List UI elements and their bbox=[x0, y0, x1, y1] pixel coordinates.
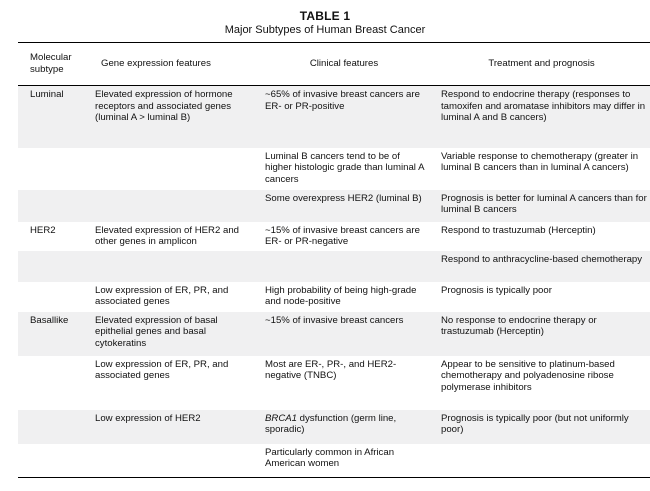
cell-treatment: Prognosis is typically poor bbox=[441, 284, 552, 296]
header-treatment: Treatment and prognosis bbox=[488, 58, 595, 70]
table-row bbox=[18, 282, 650, 312]
table-row bbox=[18, 312, 650, 356]
cell-treatment: Variable response to chemotherapy (greater in luminal B cancers than in luminal A cancers) bbox=[441, 150, 639, 174]
table-row bbox=[18, 251, 650, 282]
cell-subtype bbox=[18, 251, 83, 282]
cell-subtype bbox=[18, 190, 83, 222]
cell-clinical: Most are ER-, PR-, and HER2-negative (TNBC) bbox=[265, 358, 397, 382]
cell-subtype bbox=[18, 356, 83, 410]
table-row bbox=[18, 410, 650, 444]
cell-clinical: Luminal B cancers tend to be of higher histologic grade than luminal A cancers bbox=[265, 150, 424, 185]
table-number: TABLE 1 bbox=[299, 9, 351, 23]
cell-gene: Elevated expression of basal epithelial genes and basal cytokeratins bbox=[83, 312, 257, 356]
cell-gene bbox=[83, 444, 257, 478]
cell-clinical bbox=[257, 410, 431, 444]
cell-clinical: ~15% of invasive breast cancers bbox=[257, 312, 431, 356]
cell-subtype: Luminal bbox=[18, 86, 83, 148]
table-row bbox=[18, 222, 650, 251]
cell-treatment: No response to endocrine therapy or trastuzumab (Herceptin) bbox=[431, 312, 650, 356]
cell-gene bbox=[83, 190, 257, 222]
cell-treatment: Appear to be sensitive to platinum-based chemotherapy and polyadenosine ribose polymerase inhibitors bbox=[441, 358, 615, 393]
gene-name-italic: BRCA1 bbox=[265, 412, 297, 424]
table-row bbox=[18, 190, 650, 222]
table-row bbox=[18, 356, 650, 410]
cell-gene: Elevated expression of HER2 and other genes in amplicon bbox=[95, 224, 239, 248]
header-gene-expression: Gene expression features bbox=[101, 58, 211, 70]
cell-clinical: ~65% of invasive breast cancers are ER- or PR-positive bbox=[257, 86, 431, 148]
cell-clinical: High probability of being high-grade and node-positive bbox=[265, 284, 417, 308]
cell-gene: Elevated expression of hormone receptors and associated genes (luminal A > luminal B) bbox=[83, 86, 257, 148]
cell-subtype bbox=[18, 444, 83, 478]
cell-treatment: Prognosis is typically poor (but not uniformly poor) bbox=[431, 410, 650, 444]
cell-gene bbox=[83, 251, 257, 282]
cell-gene: Low expression of HER2 bbox=[83, 410, 257, 444]
cell-treatment bbox=[431, 444, 650, 478]
header-clinical: Clinical features bbox=[309, 58, 379, 70]
cell-gene: Low expression of ER, PR, and associated genes bbox=[95, 358, 229, 382]
cell-subtype bbox=[18, 410, 83, 444]
cell-subtype bbox=[18, 148, 83, 190]
cell-treatment: Respond to endocrine therapy (responses to tamoxifen and aromatase inhibitors may differ in luminal A and B cancers) bbox=[431, 86, 650, 148]
cell-clinical: Some overexpress HER2 (luminal B) bbox=[257, 190, 431, 222]
cell-clinical: Particularly common in African American women bbox=[265, 446, 395, 470]
cell-treatment: Prognosis is better for luminal A cancers than for luminal B cancers bbox=[431, 190, 650, 222]
cell-gene bbox=[83, 148, 257, 190]
cell-gene: Low expression of ER, PR, and associated genes bbox=[95, 284, 229, 308]
cell-subtype: Basallike bbox=[18, 312, 83, 356]
clinical-text: dysfunction (germ line, sporadic) bbox=[265, 412, 397, 436]
subtypes-table bbox=[18, 42, 650, 478]
table-row bbox=[18, 444, 650, 478]
table-caption bbox=[0, 0, 650, 37]
table-header bbox=[18, 43, 650, 86]
cell-treatment: Respond to anthracycline-based chemotherapy bbox=[431, 251, 650, 282]
cell-subtype bbox=[18, 282, 83, 312]
table-body bbox=[18, 86, 650, 478]
cell-treatment: Respond to trastuzumab (Herceptin) bbox=[441, 224, 596, 236]
cell-subtype: HER2 bbox=[30, 224, 56, 236]
table-row bbox=[18, 86, 650, 148]
header-subtype: Molecular subtype bbox=[30, 52, 72, 75]
header-row bbox=[18, 43, 650, 86]
table-row bbox=[18, 148, 650, 190]
table-title: Major Subtypes of Human Breast Cancer bbox=[224, 24, 426, 36]
cell-clinical: ~15% of invasive breast cancers are ER- or PR-negative bbox=[265, 224, 420, 248]
cell-clinical bbox=[257, 251, 431, 282]
